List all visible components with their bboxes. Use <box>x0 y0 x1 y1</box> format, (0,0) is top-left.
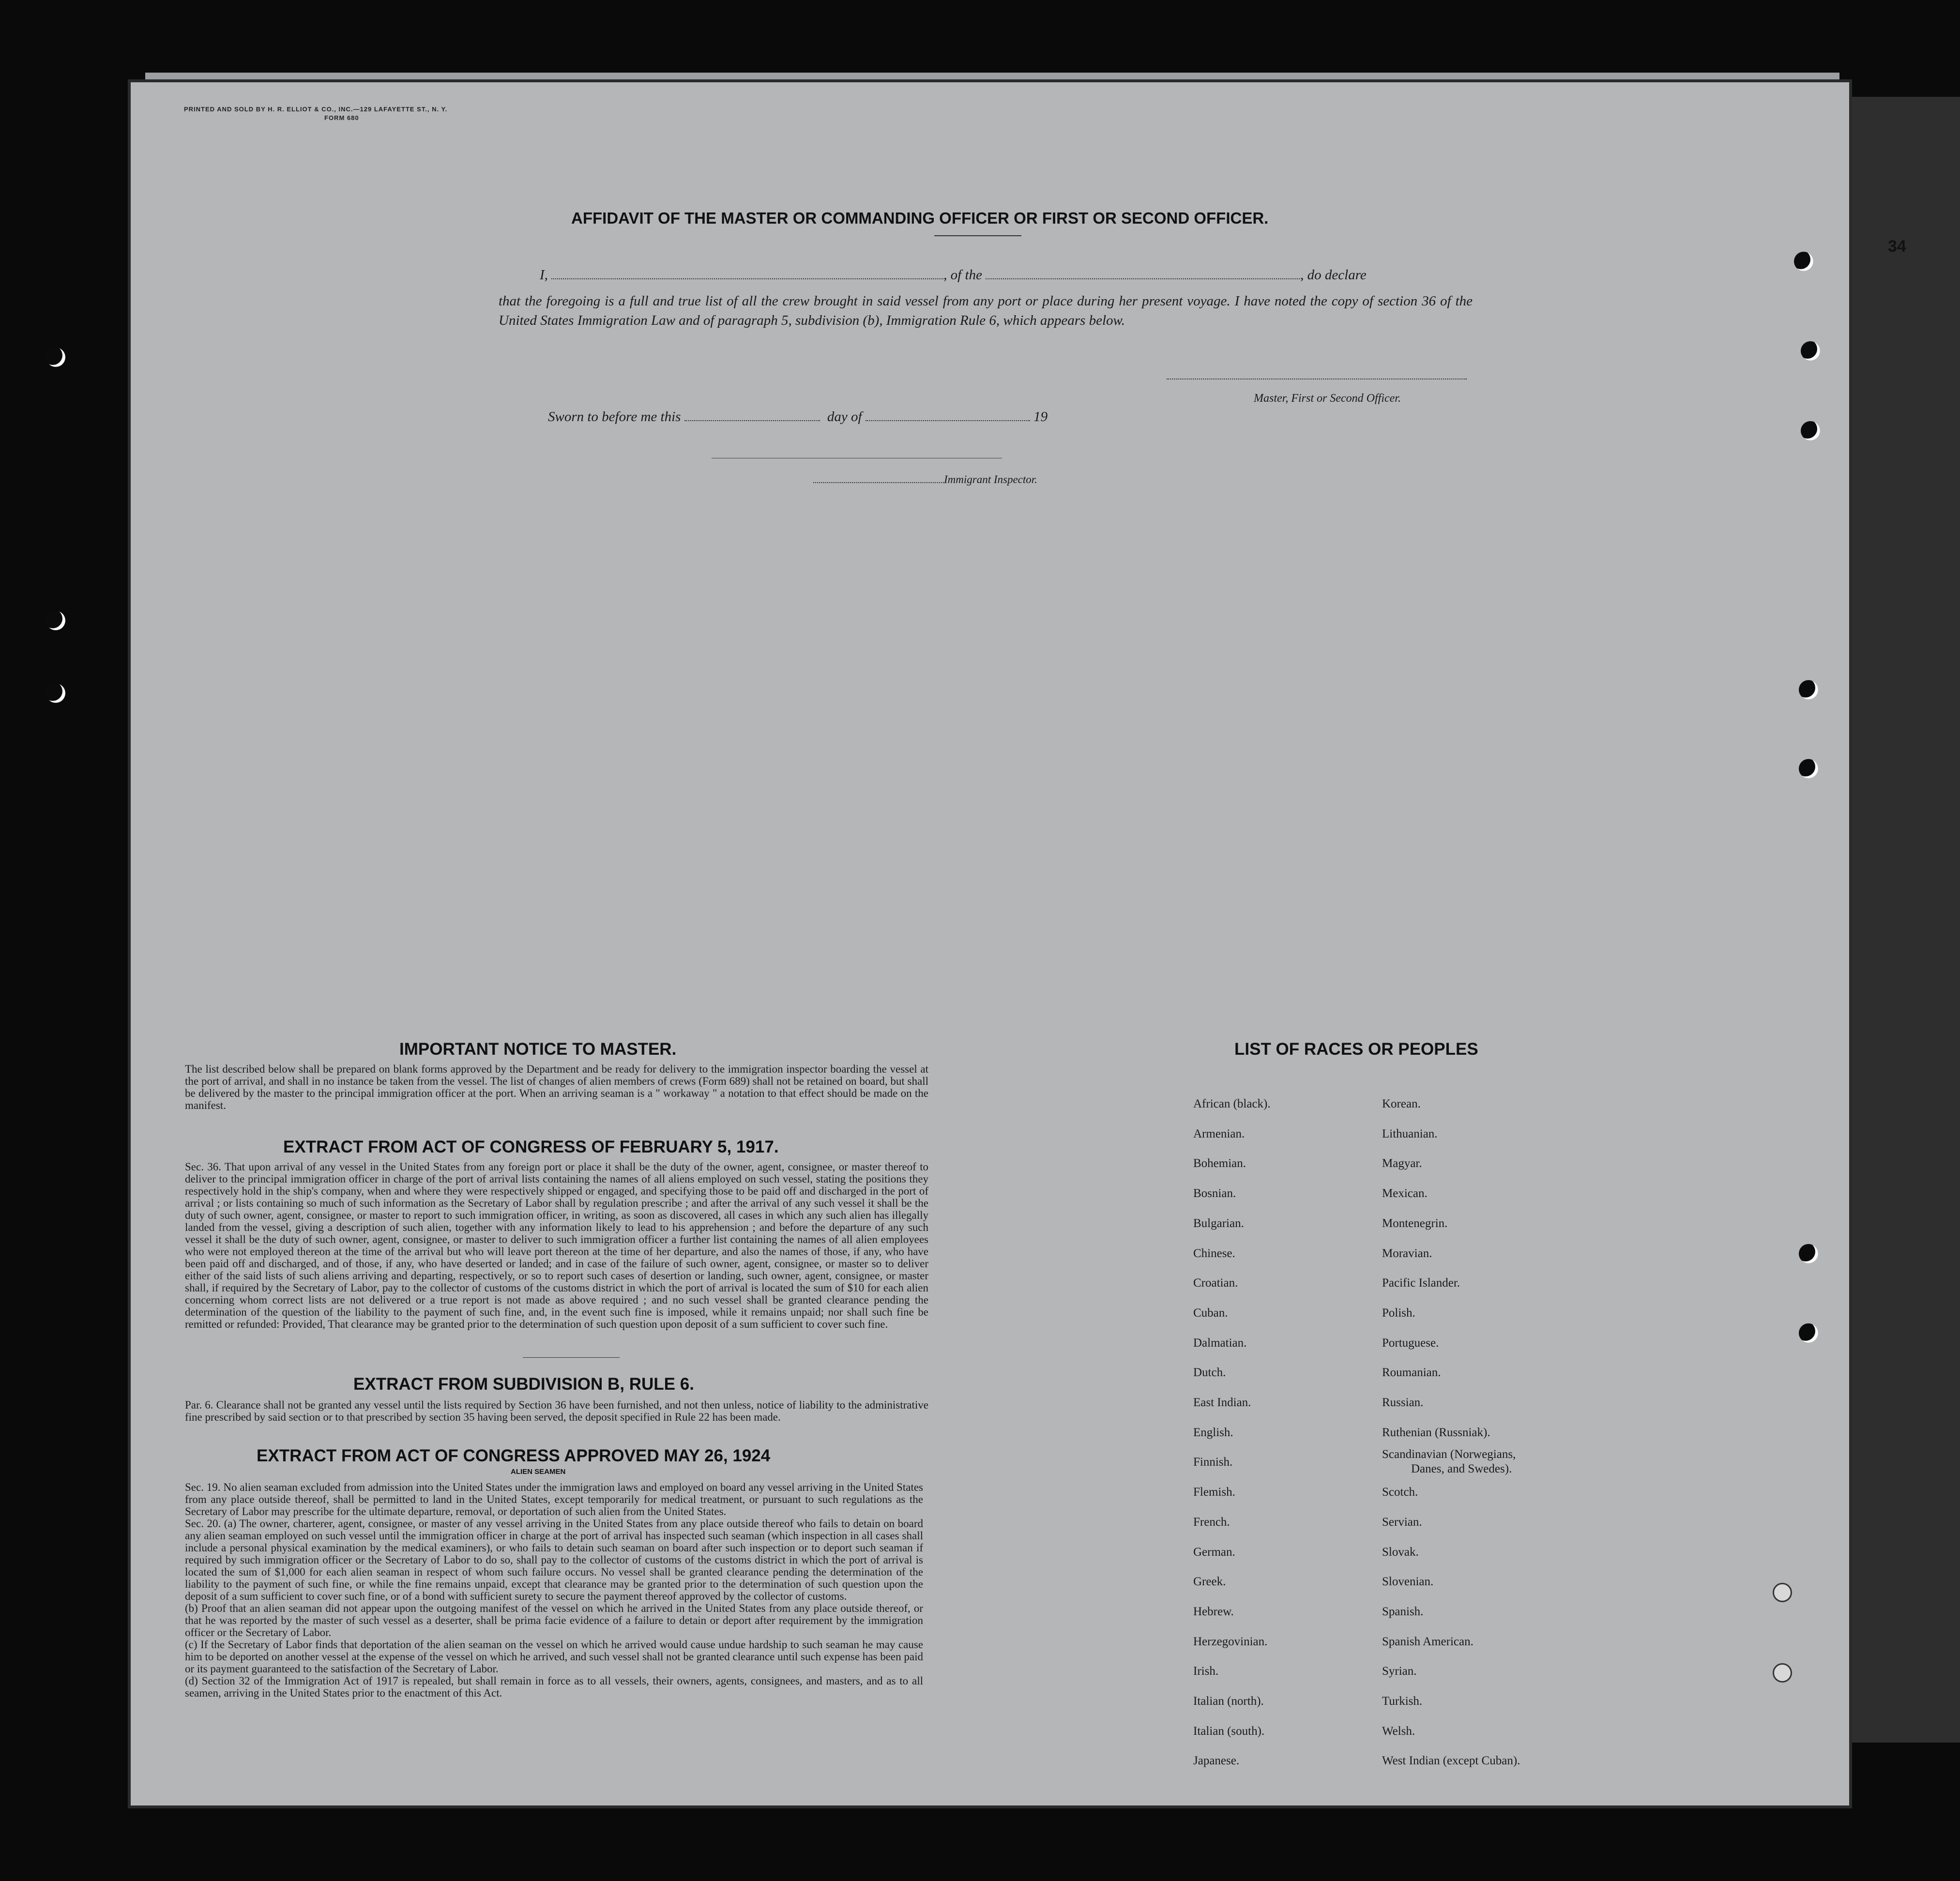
race-item-right: Ruthenian (Russniak). <box>1382 1426 1490 1439</box>
race-item-left: Chinese. <box>1193 1246 1235 1260</box>
race-item-left: Bohemian. <box>1193 1157 1246 1170</box>
race-item-left: Hebrew. <box>1193 1605 1234 1618</box>
sec-20c: (c) If the Secretary of Labor finds that deportation of the alien seaman on the vessel on which he arrived would cause undue hardship to such seaman he may cause him to be deported on another vessel at the expense of the vessel on which he arrived, and such vessel shall not be granted clearance until such expense has been paid or its payment guaranteed to the satisfaction of the Secretary of Labor. <box>185 1638 923 1675</box>
punch-hole <box>46 611 65 630</box>
punch-hole <box>1773 1583 1792 1602</box>
race-item-left: Italian (north). <box>1193 1695 1264 1708</box>
punch-hole <box>46 348 65 367</box>
race-item-left: Croatian. <box>1193 1276 1238 1290</box>
race-item-left: Dalmatian. <box>1193 1336 1247 1350</box>
race-item-right: Spanish. <box>1382 1605 1424 1618</box>
affidavit-body: that the foregoing is a full and true list of all the crew brought in said vessel from any port or place during her present voyage. I have noted the copy of section 36 of the United States Immigration Law and of paragraph 5, subdivision (b), Immigration Rule 6, which appears below. <box>499 293 1473 328</box>
race-item-left: Herzegovinian. <box>1193 1635 1268 1648</box>
sec-20d: (d) Section 32 of the Immigration Act of 1917 is repealed, but shall remain in force as to all vessels, their owners, agents, consignees, and masters, and as to all seamen, arriving in the United States prior to the enactment of this Act. <box>185 1675 923 1699</box>
sec-20b: (b) Proof that an alien seaman did not appear upon the outgoing manifest of the vessel on which he arrived in the United States from any place outside thereof, or that he was reported by the master of such vessel as a deserter, shall be prima facie evidence of a failure to detain or deport after requirement by the immigration officer or the Secretary of Labor. <box>185 1602 923 1638</box>
punch-hole <box>1799 1244 1818 1263</box>
rule-1917 <box>523 1357 620 1358</box>
race-item-left: Flemish. <box>1193 1486 1235 1499</box>
race-item-right: Roumanian. <box>1382 1366 1441 1380</box>
race-item-right: Syrian. <box>1382 1665 1417 1678</box>
extract-rule6-title: EXTRACT FROM SUBDIVISION B, RULE 6. <box>353 1375 694 1394</box>
punch-hole <box>1801 421 1820 440</box>
punch-hole <box>1773 1663 1792 1683</box>
punch-hole <box>1799 759 1818 778</box>
race-item-right: Portuguese. <box>1382 1336 1439 1350</box>
race-item-right: Scotch. <box>1382 1486 1418 1499</box>
race-item-left: Japanese. <box>1193 1754 1240 1768</box>
race-item-left: English. <box>1193 1426 1233 1439</box>
punch-hole <box>46 683 65 703</box>
race-item-left: Armenian. <box>1193 1127 1245 1140</box>
punch-hole <box>1794 252 1813 271</box>
race-item-right: Montenegrin. <box>1382 1216 1448 1230</box>
extract-1924-subtitle: ALIEN SEAMEN <box>511 1468 566 1476</box>
year-label: 19 <box>1033 409 1048 425</box>
name-blank[interactable] <box>551 278 943 279</box>
race-item-left: Bulgarian. <box>1193 1216 1244 1230</box>
race-item-left: Finnish. <box>1193 1456 1233 1469</box>
inspector-blank[interactable] <box>813 482 944 483</box>
race-item-left: French. <box>1193 1515 1230 1529</box>
do-declare-label: , do declare <box>1300 267 1367 283</box>
race-item-left: Dutch. <box>1193 1366 1226 1380</box>
race-item-right: Servian. <box>1382 1515 1422 1529</box>
race-item-right: Lithuanian. <box>1382 1127 1438 1140</box>
punch-hole <box>1799 1323 1818 1343</box>
notice-body: The list described below shall be prepared on blank forms approved by the Department and be ready for delivery to the immigration inspector boarding the vessel at the port of arrival, and shall in no instance be taken from the vessel. The list of changes of alien members of crews (Form 689) shall not be retained on board, but shall be delivered by the master to the principal immigration officer at the port. When an arriving seaman is a " workaway " a notation to that effect should be made on the manifest. <box>185 1063 928 1111</box>
race-item-right: Mexican. <box>1382 1187 1428 1200</box>
i-label: I, <box>540 267 548 283</box>
race-item-left: German. <box>1193 1545 1235 1559</box>
of-the-label: , of the <box>943 267 982 283</box>
race-item-right: Korean. <box>1382 1097 1421 1110</box>
race-item-left: Italian (south). <box>1193 1724 1265 1738</box>
race-item-right: Slovenian. <box>1382 1575 1434 1589</box>
punch-hole <box>1801 341 1820 361</box>
scanner-background <box>1834 97 1960 1743</box>
race-item-right: Russian. <box>1382 1396 1424 1410</box>
printer-imprint: PRINTED AND SOLD BY H. R. ELLIOT & CO., INC.—129 LAFAYETTE ST., N. Y. <box>184 106 448 113</box>
day-blank[interactable] <box>684 420 820 421</box>
sworn-line <box>548 409 1048 425</box>
day-of-label: day of <box>827 409 862 425</box>
race-item-right: Moravian. <box>1382 1246 1432 1260</box>
affidavit-rule <box>934 235 1021 236</box>
sworn-label: Sworn to before me this <box>548 409 681 425</box>
race-item-right: Slovak. <box>1382 1545 1419 1559</box>
race-item-left: Irish. <box>1193 1665 1219 1678</box>
race-item-left: East Indian. <box>1193 1396 1251 1410</box>
sec-19: Sec. 19. No alien seaman excluded from admission into the United States under the immigration laws and employed on board any vessel arriving in the United States from any place outside thereof, shall be permitted to land in the United States, except temporarily for medical treatment, or pursuant to such regulations as the Secretary of Labor may prescribe for the ultimate departure, removal, or deportation of such alien from the United States. <box>185 1481 923 1517</box>
extract-1924-title: EXTRACT FROM ACT OF CONGRESS APPROVED MAY 26, 1924 <box>257 1446 771 1465</box>
vessel-blank[interactable] <box>986 278 1300 279</box>
races-right-column <box>1382 1089 1520 1776</box>
race-item-right: Spanish American. <box>1382 1635 1474 1648</box>
races-title: LIST OF RACES OR PEOPLES <box>1234 1040 1478 1059</box>
affidavit-title: AFFIDAVIT OF THE MASTER OR COMMANDING OFFICER OR FIRST OR SECOND OFFICER. <box>571 209 1269 227</box>
form-number: FORM 680 <box>324 114 359 121</box>
signature-caption: Master, First or Second Officer. <box>1254 392 1401 405</box>
race-item-left: Bosnian. <box>1193 1187 1236 1200</box>
affidavit-first-line <box>499 267 1467 283</box>
sec-20a: Sec. 20. (a) The owner, charterer, agent, consignee, or master of any vessel arriving in the United States from any place outside thereof who fails to detain on board any alien seaman employed on such vessel until the immigration officer in charge at the port of arrival has inspected such seaman (which inspection in all cases shall include a personal physical examination by the medical examiners), or who fails to detain such seaman on board after such inspection or to deport such seaman if required by such immigration officer or the Secretary of Labor to do so, shall pay to the collector of customs of the customs district in which the port of arrival is located the sum of $1,000 for each alien seaman in respect of whom such failure occurs. No vessel shall be granted clearance pending the determination of the liability to the payment of such fine, or while the fine remains unpaid, except that clearance may be granted prior to the determination of such question upon the deposit of a sum sufficient to cover such fine, or of a bond with sufficient surety to secure the payment thereof approved by the collector of customs. <box>185 1517 923 1602</box>
page-number: 34 <box>1888 237 1906 256</box>
race-item-right: Magyar. <box>1382 1157 1422 1170</box>
extract-rule6-body: Par. 6. Clearance shall not be granted any vessel until the lists required by Section 36 have been furnished, and not then unless, notice of liability to the administrative fine prescribed by said section or to that prescribed by section 35 having been served, the deposit specified in Rule 22 has been made. <box>185 1399 928 1423</box>
extract-1917-title: EXTRACT FROM ACT OF CONGRESS OF FEBRUARY 5, 1917. <box>283 1138 779 1156</box>
extract-1924-body <box>185 1481 923 1699</box>
punch-hole <box>1799 680 1818 699</box>
race-item-right: Polish. <box>1382 1306 1415 1320</box>
race-item-right: West Indian (except Cuban). <box>1382 1754 1520 1768</box>
race-item-right: Pacific Islander. <box>1382 1276 1460 1290</box>
race-item-right: Turkish. <box>1382 1695 1423 1708</box>
month-blank[interactable] <box>866 420 1030 421</box>
race-item-right: Scandinavian (Norwegians, Danes, and Swedes). <box>1382 1448 1516 1476</box>
race-item-left: African (black). <box>1193 1097 1271 1110</box>
race-item-right: Welsh. <box>1382 1724 1415 1738</box>
races-left-column <box>1193 1089 1271 1776</box>
race-item-left: Greek. <box>1193 1575 1226 1589</box>
extract-1917-body: Sec. 36. That upon arrival of any vessel in the United States from any foreign port or place it shall be the duty of the owner, agent, consignee, or master thereof to deliver to the principal immigration officer in charge of the port of arrival lists containing the names of all aliens employed on such vessel, stating the positions they respectively hold in the ship's company, when and where they were respectively shipped or engaged, and specifying those to be paid off and discharged in the port of arrival ; or lists containing so much of such information as the Secretary of Labor shall by regulation prescribe ; and after the arrival of any such vessel it shall be the duty of such owner, agent, consignee, or master to report to such immigration officer, in writing, as soon as discovered, all cases in which any such alien has illegally landed from the vessel, giving a description of such alien, together with any information likely to lead to his apprehension ; and before the departure of any such vessel it shall be the duty of such owner, agent, consignee, or master to deliver to such immigration officer a further list containing the names of all alien employees who were not employed thereon at the time of the arrival but who will leave port thereon at the time of her departure, and also the names of those, if any, who have been paid off and discharged, and of those, if any, who have deserted or landed; and in case of the failure of such owner, agent, consignee, or master so to deliver either of the said lists of such aliens arriving and departing, respectively, or so to report such cases of desertion or landing, such owner, agent, consignee, or master shall, if required by the Secretary of Labor, pay to the collector of customs of the customs district in which the port of arrival is located the sum of $10 for each alien concerning whom correct lists are not delivered or a true report is not made as above required ; and no such vessel shall be granted clearance pending the determination of the question of the liability to the payment of such fine, and, in the event such fine is imposed, while it remains unpaid; nor shall such fine be remitted or refunded: Provided, That clearance may be granted prior to the determination of such question upon deposit of a sum sufficient to cover such fine. <box>185 1161 928 1330</box>
manifest-page <box>131 82 1906 1805</box>
race-item-left: Cuban. <box>1193 1306 1228 1320</box>
notice-title: IMPORTANT NOTICE TO MASTER. <box>399 1040 677 1059</box>
inspector-caption: Immigrant Inspector. <box>944 473 1037 485</box>
